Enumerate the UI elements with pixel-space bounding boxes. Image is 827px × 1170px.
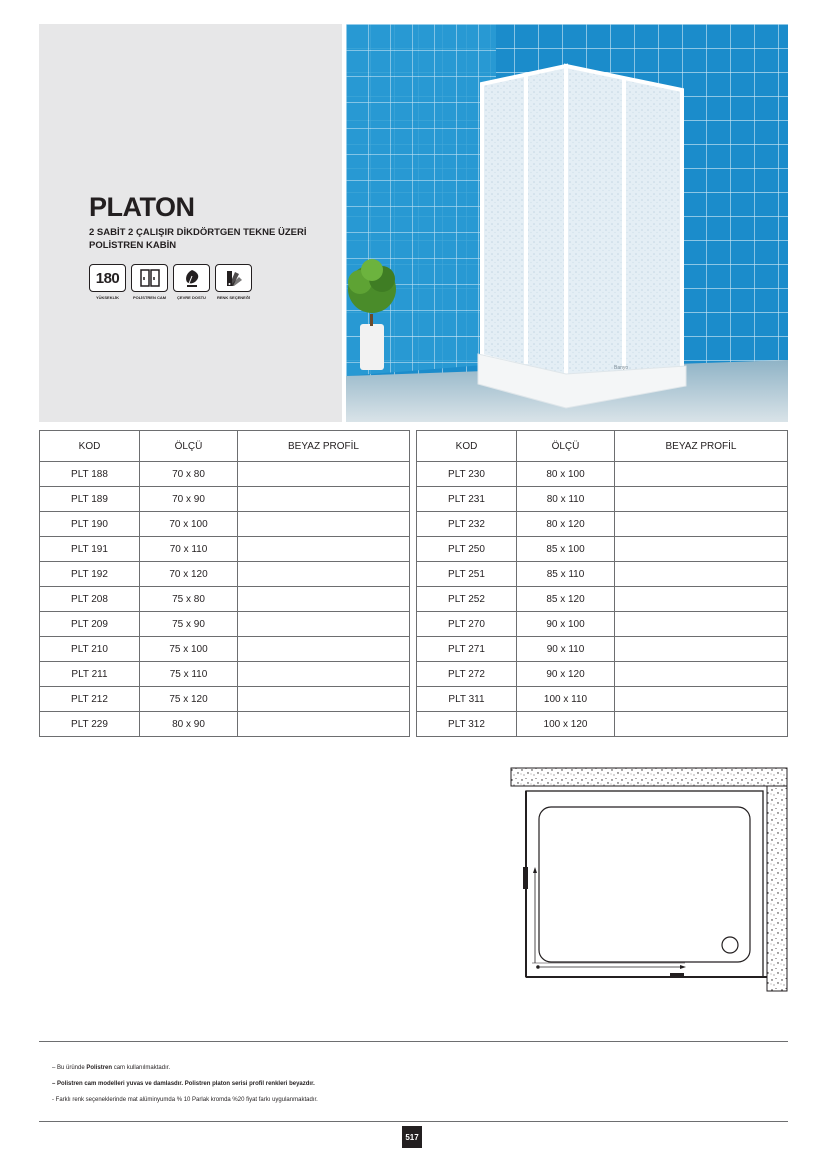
cell-kod: PLT 232	[417, 512, 517, 537]
table-row	[40, 612, 410, 637]
cell-beyaz-profil	[615, 712, 788, 737]
header-beyaz-profil: BEYAZ PROFİL	[615, 431, 788, 462]
table-row	[417, 562, 788, 587]
header-beyaz-profil: BEYAZ PROFİL	[238, 431, 410, 462]
cell-kod: PLT 188	[40, 462, 140, 487]
table-header-row	[417, 431, 788, 462]
note-3: - Farklı renk seçeneklerinde mat alüminyumda % 10 Parlak kromda %20 fiyat farkı uygulanmaktadır.	[52, 1097, 318, 1103]
cell-kod: PLT 189	[40, 487, 140, 512]
cell-beyaz-profil	[238, 662, 410, 687]
product-title: PLATON	[89, 192, 195, 222]
wall-top	[511, 768, 787, 786]
cell-kod: PLT 208	[40, 587, 140, 612]
cell-beyaz-profil	[615, 487, 788, 512]
note-2: – Polistren cam modelleri yuvas ve damlasdır. Polistren platon serisi profil renkleri beyazdır.	[52, 1081, 315, 1087]
table-row	[40, 487, 410, 512]
cell-kod: PLT 210	[40, 637, 140, 662]
cell-beyaz-profil	[615, 612, 788, 637]
cell-olcu: 90 x 100	[517, 612, 615, 637]
cell-beyaz-profil	[615, 537, 788, 562]
tray-basin	[539, 807, 750, 962]
plan-drawing	[510, 767, 788, 992]
cell-olcu: 70 x 80	[140, 462, 238, 487]
height-180-icon: 180	[89, 264, 126, 292]
table-row	[417, 712, 788, 737]
table-row	[417, 462, 788, 487]
note-1: – Bu üründe Polistren cam kullanılmaktadır.	[52, 1065, 171, 1071]
cell-olcu: 100 x 120	[517, 712, 615, 737]
cell-kod: PLT 250	[417, 537, 517, 562]
cell-kod: PLT 211	[40, 662, 140, 687]
table-row	[40, 662, 410, 687]
color-fan-icon	[215, 264, 252, 292]
cell-olcu: 70 x 100	[140, 512, 238, 537]
table-row	[417, 687, 788, 712]
cell-olcu: 70 x 110	[140, 537, 238, 562]
cell-olcu: 75 x 110	[140, 662, 238, 687]
table-row	[40, 637, 410, 662]
cell-olcu: 75 x 80	[140, 587, 238, 612]
table-header-row	[40, 431, 410, 462]
cell-beyaz-profil	[238, 687, 410, 712]
cell-kod: PLT 192	[40, 562, 140, 587]
cell-beyaz-profil	[615, 512, 788, 537]
cell-olcu: 75 x 120	[140, 687, 238, 712]
badge-eco	[173, 264, 210, 300]
badge-caption: POLİSTREN CAM	[132, 295, 167, 300]
drain	[722, 937, 738, 953]
cell-olcu: 90 x 120	[517, 662, 615, 687]
cell-beyaz-profil	[615, 462, 788, 487]
cell-kod: PLT 270	[417, 612, 517, 637]
table-row	[417, 612, 788, 637]
cell-olcu: 80 x 120	[517, 512, 615, 537]
table-row	[417, 662, 788, 687]
cell-kod: PLT 312	[417, 712, 517, 737]
cell-olcu: 85 x 100	[517, 537, 615, 562]
cell-kod: PLT 191	[40, 537, 140, 562]
header-kod: KOD	[417, 431, 517, 462]
cell-beyaz-profil	[615, 587, 788, 612]
cell-beyaz-profil	[238, 487, 410, 512]
cell-beyaz-profil	[238, 537, 410, 562]
cell-kod: PLT 272	[417, 662, 517, 687]
cell-kod: PLT 212	[40, 687, 140, 712]
product-subtitle	[89, 226, 306, 252]
badge-caption: YÜKSEKLİK	[95, 295, 120, 300]
header-olcu: ÖLÇÜ	[140, 431, 238, 462]
cell-olcu: 75 x 100	[140, 637, 238, 662]
cell-olcu: 90 x 110	[517, 637, 615, 662]
cell-olcu: 75 x 90	[140, 612, 238, 637]
table-row	[417, 637, 788, 662]
cell-kod: PLT 231	[417, 487, 517, 512]
cell-olcu: 80 x 110	[517, 487, 615, 512]
table-row	[40, 562, 410, 587]
cell-beyaz-profil	[238, 562, 410, 587]
page-number: 517	[402, 1126, 422, 1148]
tray-outline	[526, 791, 763, 977]
badge-material	[131, 264, 168, 300]
cell-kod: PLT 271	[417, 637, 517, 662]
badge-caption: RENK SEÇENEĞİ	[216, 295, 251, 300]
cell-beyaz-profil	[238, 712, 410, 737]
cell-beyaz-profil	[615, 662, 788, 687]
divider	[39, 1121, 788, 1122]
cell-olcu: 70 x 120	[140, 562, 238, 587]
table-row	[40, 537, 410, 562]
table-row	[40, 587, 410, 612]
size-table-right	[416, 430, 788, 737]
table-row	[417, 537, 788, 562]
eco-leaf-icon	[173, 264, 210, 292]
cell-olcu: 80 x 100	[517, 462, 615, 487]
header-olcu: ÖLÇÜ	[517, 431, 615, 462]
cell-beyaz-profil	[238, 462, 410, 487]
hero-panel	[39, 24, 342, 422]
cell-kod: PLT 229	[40, 712, 140, 737]
cell-beyaz-profil	[238, 512, 410, 537]
cell-kod: PLT 311	[417, 687, 517, 712]
table-row	[417, 587, 788, 612]
cell-kod: PLT 190	[40, 512, 140, 537]
cell-olcu: 85 x 110	[517, 562, 615, 587]
cell-beyaz-profil	[238, 612, 410, 637]
table-row	[40, 512, 410, 537]
cell-kod: PLT 251	[417, 562, 517, 587]
cell-beyaz-profil	[615, 637, 788, 662]
cell-kod: PLT 209	[40, 612, 140, 637]
feature-badges	[89, 264, 252, 300]
subtitle-line-1: 2 SABİT 2 ÇALIŞIR DİKDÖRTGEN TEKNE ÜZERİ	[89, 227, 307, 238]
footnotes	[52, 1060, 318, 1108]
badge-height	[89, 264, 126, 300]
cell-kod: PLT 230	[417, 462, 517, 487]
product-photo	[346, 24, 788, 422]
table-row	[40, 462, 410, 487]
table-row	[417, 487, 788, 512]
cell-beyaz-profil	[615, 562, 788, 587]
cell-beyaz-profil	[615, 687, 788, 712]
divider	[39, 1041, 788, 1042]
cell-kod: PLT 252	[417, 587, 517, 612]
cell-olcu: 85 x 120	[517, 587, 615, 612]
cell-beyaz-profil	[238, 587, 410, 612]
door-panel-icon	[131, 264, 168, 292]
cell-olcu: 80 x 90	[140, 712, 238, 737]
cell-olcu: 70 x 90	[140, 487, 238, 512]
table-row	[40, 712, 410, 737]
cell-beyaz-profil	[238, 637, 410, 662]
header-kod: KOD	[40, 431, 140, 462]
table-row	[40, 687, 410, 712]
table-row	[417, 512, 788, 537]
cell-olcu: 100 x 110	[517, 687, 615, 712]
tray-brand: Banyo	[614, 365, 629, 371]
badge-colors	[215, 264, 252, 300]
wall-right	[767, 786, 787, 991]
badge-caption: ÇEVRE DOSTU	[177, 295, 206, 300]
size-table-left	[39, 430, 410, 737]
subtitle-line-2: POLİSTREN KABİN	[89, 240, 177, 251]
